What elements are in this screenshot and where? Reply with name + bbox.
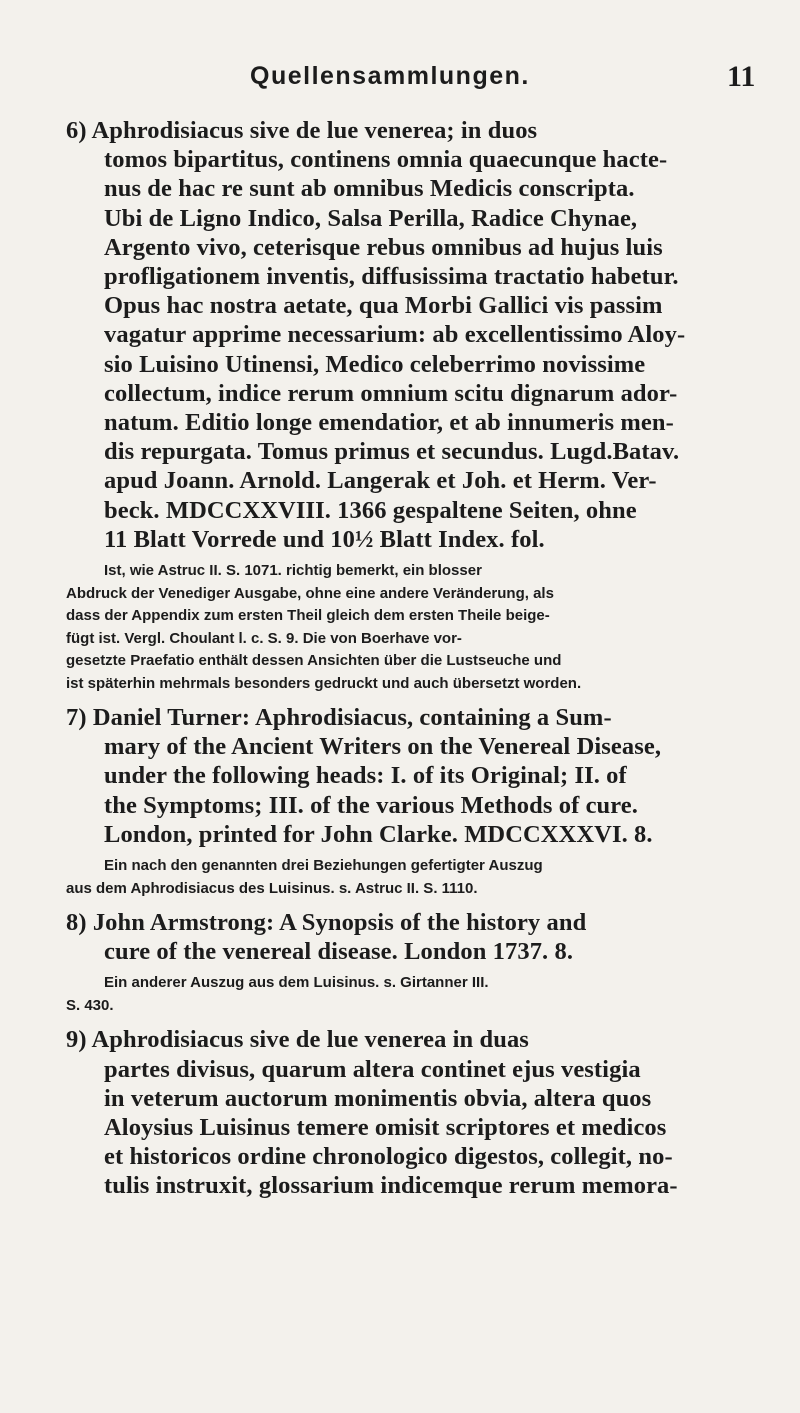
entry-line: Ubi de Ligno Indico, Salsa Perilla, Radice Chynae,: [104, 204, 638, 232]
entry-line: apud Joann. Arnold. Langerak et Joh. et Herm. Ver-: [104, 467, 657, 495]
entry-line: sio Luisino Utinensi, Medico celeberrimo novissime: [104, 350, 646, 378]
entry-line: 8) John Armstrong: A Synopsis of the history and: [66, 909, 587, 937]
bibliography-text: [66, 116, 734, 1201]
entry-line: Argento vivo, ceterisque rebus omnibus ad hujus luis: [104, 233, 663, 261]
entry-line: Opus hac nostra aetate, qua Morbi Gallici vis passim: [104, 292, 663, 320]
entry-line: 6) Aphrodisiacus sive de lue venerea; in duos: [66, 117, 538, 144]
note-line: Abdruck der Venediger Ausgabe, ohne eine andere Veränderung, als: [66, 584, 554, 602]
entry-line: 7) Daniel Turner: Aphrodisiacus, containing a Sum-: [66, 704, 612, 732]
entry-line: under the following heads: I. of its Original; II. of: [104, 762, 627, 790]
note-line: dass der Appendix zum ersten Theil gleich dem ersten Theile beige-: [66, 607, 550, 625]
bibliography-entry-6: [66, 116, 734, 695]
entry-line: collectum, indice rerum omnium scitu dignarum ador-: [104, 379, 678, 407]
entry-line: cure of the venereal disease. London 1737. 8.: [104, 938, 574, 966]
note-line: fügt ist. Vergl. Choulant l. c. S. 9. Die von Boerhave vor-: [66, 629, 462, 647]
entry-line: the Symptoms; III. of the various Methods of cure.: [104, 791, 638, 819]
note-line: aus dem Aphrodisiacus des Luisinus. s. Astruc II. S. 1110.: [66, 879, 478, 897]
entry-line: vagatur apprime necessarium: ab excellentissimo Aloy-: [104, 321, 686, 349]
note-line: ist späterhin mehrmals besonders gedruckt und auch übersetzt worden.: [66, 674, 582, 692]
running-head: Quellensammlungen.: [250, 62, 530, 90]
note-line: Ist, wie Astruc II. S. 1071. richtig bemerkt, ein blosser: [104, 562, 482, 580]
entry-line: 11 Blatt Vorrede und 10½ Blatt Index. fol.: [104, 525, 545, 553]
note-line: gesetzte Praefatio enthält dessen Ansichten über die Lustseuche und: [66, 652, 562, 670]
entry-line: tulis instruxit, glossarium indicemque rerum memora-: [104, 1172, 678, 1200]
entry-line: nus de hac re sunt ab omnibus Medicis conscripta.: [104, 175, 635, 203]
entry-line: beck. MDCCXXVIII. 1366 gespaltene Seiten, ohne: [104, 496, 637, 524]
entry-line: tomos bipartitus, continens omnia quaecunque hacte-: [104, 146, 668, 174]
bibliography-entry-7: [66, 703, 734, 900]
entry-line: profligationem inventis, diffusissima tractatio habetur.: [104, 263, 679, 291]
entry-line: Aloysius Luisinus temere omisit scriptores et medicos: [104, 1114, 667, 1142]
page-header: [0, 60, 800, 100]
entry-line: et historicos ordine chronologico digestos, collegit, no-: [104, 1143, 673, 1171]
entry-line: partes divisus, quarum altera continet ejus vestigia: [104, 1055, 641, 1083]
bibliography-entry-9: [66, 1025, 734, 1200]
entry-line: in veterum auctorum monimentis obvia, altera quos: [104, 1084, 652, 1112]
bibliography-entry-8: [66, 908, 734, 1017]
entry-line: dis repurgata. Tomus primus et secundus. Lugd.Batav.: [104, 438, 680, 466]
entry-line: mary of the Ancient Writers on the Venereal Disease,: [104, 733, 662, 761]
note-line: Ein anderer Auszug aus dem Luisinus. s. Girtanner III.: [104, 974, 489, 992]
entry-line: 9) Aphrodisiacus sive de lue venerea in duas: [66, 1026, 529, 1054]
entry-line: natum. Editio longe emendatior, et ab innumeris men-: [104, 409, 674, 437]
note-line: S. 430.: [66, 996, 114, 1014]
note-line: Ein nach den genannten drei Beziehungen gefertigter Auszug: [104, 857, 543, 875]
entry-line: London, printed for John Clarke. MDCCXXXVI. 8.: [104, 820, 653, 848]
page-number: 11: [727, 60, 756, 93]
